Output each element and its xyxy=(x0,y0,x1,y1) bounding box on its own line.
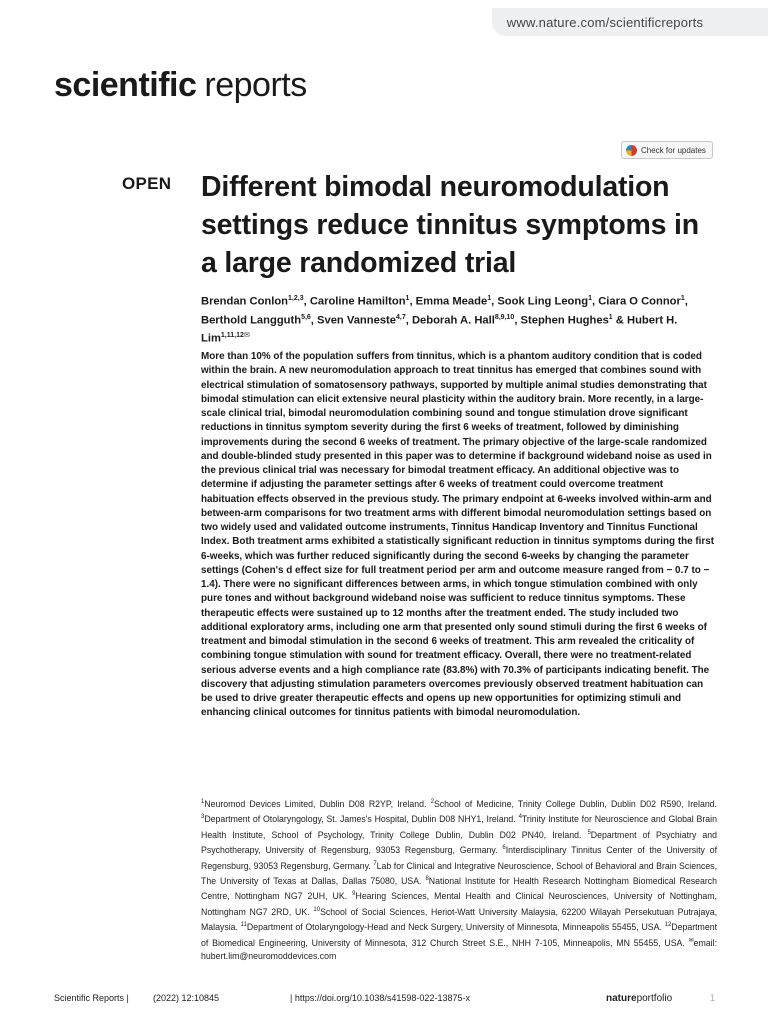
author-affiliation-ref: 4,7 xyxy=(396,313,406,321)
affiliation-number: 5 xyxy=(587,829,591,836)
affiliation-number: 10 xyxy=(313,906,321,913)
author-name[interactable]: Brendan Conlon xyxy=(201,295,289,308)
affiliation-number: 9 xyxy=(352,891,356,898)
author-affiliation-ref: 5,6 xyxy=(301,313,311,321)
brand-light: portfolio xyxy=(636,992,673,1004)
affiliation-number: 1 xyxy=(201,799,205,805)
author-name[interactable]: Sven Vanneste xyxy=(317,314,396,327)
affiliation-text: Department of Biomedical Engineering, University of Minnesota, 312 Church Street S.E., NHH 7-105, Minneapolis, MN 55455, USA. xyxy=(201,922,718,948)
affiliation-number: 3 xyxy=(201,814,205,821)
affiliation-number: 8 xyxy=(425,876,429,883)
affiliation-text: Neuromod Devices Limited, Dublin D08 R2YP, Ireland. xyxy=(204,798,431,809)
abstract: More than 10% of the population suffers from tinnitus, which is a phantom auditory condition that is coded within the brain. A new neuromodulation approach to treat tinnitus has emerged that combines sound with electrical stimulation of somatosensory pathways, supported by multiple animal studies demonstrating that bimodal stimulation can elicit extensive neural plasticity within the auditory brain. More recently, in a large-scale clinical trial, bimodal neuromodulation combining sound and tongue stimulation drove significant reductions in tinnitus symptom severity during the first 6 weeks of treatment, followed by diminishing improvements during the second 6 weeks of treatment. The primary objective of the large-scale randomized and double-blinded study presented in this paper was to determine if background wideband noise as used in the previous clinical trial was necessary for bimodal treatment efficacy. An additional objective was to determine if adjusting the parameter settings after 6 weeks of treatment could overcome treatment habituation effects observed in the previous study. The primary endpoint at 6-weeks involved within-arm and between-arm comparisons for two treatment arms with different bimodal neuromodulation settings based on two widely used and validated outcome instruments, Tinnitus Handicap Inventory and Tinnitus Functional Index. Both treatment arms exhibited a statistically significant reduction in tinnitus symptoms during the first 6-weeks, which was further reduced significantly during the second 6-weeks by changing the parameter settings (Cohen's d effect size for full treatment period per arm and outcome measure ranged from − 0.7 to − 1.4). There were no significant differences between arms, in which tongue stimulation combined with only pure tones and without background wideband noise was sufficient to reduce tinnitus symptoms. These therapeutic effects were sustained up to 12 months after the treatment ended. The study included two additional exploratory arms, including one arm that presented only sound stimuli during the first 6 weeks of treatment and bimodal stimulation in the second 6 weeks of treatment. This arm revealed the criticality of combining tongue stimulation with sound for treatment efficacy. Overall, there were no treatment-related serious adverse events and a high compliance rate (83.8%) with 70.3% of participants indicating benefit. The discovery that adjusting stimulation parameters overcomes previously observed treatment habituation can be used to drive greater therapeutic effects and opens up new opportunities for optimizing stimuli and enhancing clinical outcomes for tinnitus patients with bimodal neuromodulation. xyxy=(201,351,715,719)
affiliation-number: ✉ xyxy=(688,937,694,944)
affiliation-text: Department of Psychiatry and Psychotherapy, University of Regensburg, 93053 Regensburg, Germany. xyxy=(201,829,717,856)
author-affiliation-ref: 8,9,10 xyxy=(494,313,515,321)
journal-logo xyxy=(54,66,307,105)
author-name[interactable]: Emma Meade xyxy=(415,295,488,308)
crossmark-icon xyxy=(626,145,637,156)
author-name[interactable]: Sook Ling Leong xyxy=(497,295,589,308)
affiliation-text: School of Social Sciences, Heriot-Watt University Malaysia, 62200 Wilayah Persekutuan Putrajaya, Malaysia. xyxy=(201,906,718,933)
author-name[interactable]: Ciara O Connor xyxy=(598,295,681,308)
author-affiliation-ref: 1 xyxy=(608,313,613,321)
journal-url[interactable]: www.nature.com/scientificreports xyxy=(492,8,718,36)
author-affiliation-ref: 1,11,12 xyxy=(220,332,244,340)
author-name[interactable]: Caroline Hamilton xyxy=(309,295,406,308)
affiliation-text: Interdisciplinary Tinnitus Center of the University of Regensburg, 93053 Regensburg, Germany. xyxy=(201,845,718,871)
author-affiliation-ref: 1 xyxy=(405,295,410,302)
email-icon[interactable]: ✉ xyxy=(243,332,250,340)
affiliation-number: 4 xyxy=(518,814,522,821)
affiliation-text: Department of Otolaryngology, St. James's Hospital, Dublin D08 NHY1, Ireland. xyxy=(204,814,519,825)
affiliation-number: 2 xyxy=(430,799,434,805)
author-affiliation-ref: 1 xyxy=(487,295,492,302)
affiliation-text: Lab for Clinical and Integrative Neuroscience, School of Behavioral and Brain Sciences, The University of Texas at Dallas, Dallas 75080, USA. xyxy=(201,860,717,886)
affiliation-number: 11 xyxy=(240,922,247,929)
affiliation-text: National Institute for Health Research Nottingham Biomedical Research Centre, Nottingham NG7 2UH, UK. xyxy=(201,875,718,902)
affiliation-text: Hearing Sciences, Mental Health and Clinical Neurosciences, University of Nottingham, Nottingham NG7 2RD, UK. xyxy=(201,891,717,917)
page-number: 1 xyxy=(710,993,716,1003)
affiliations xyxy=(201,796,717,964)
affiliation-number: 12 xyxy=(664,922,672,929)
affiliation-text: Department of Otolaryngology-Head and Neck Surgery, University of Minnesota, Minneapolis 55455, USA. xyxy=(246,922,665,933)
nature-portfolio-logo xyxy=(606,993,672,1004)
brand-bold: nature xyxy=(606,992,637,1004)
page-footer xyxy=(54,991,714,1005)
affiliation-text: email: hubert.lim@neuromoddevices.com xyxy=(201,937,717,962)
author-affiliation-ref: 1 xyxy=(680,295,685,302)
footer-doi-link[interactable]: | https://doi.org/10.1038/s41598-022-13875-x xyxy=(290,993,470,1003)
author-affiliation-ref: 1 xyxy=(588,295,592,302)
footer-journal: Scientific Reports | xyxy=(54,993,129,1003)
affiliation-text: Trinity Institute for Neuroscience and Global Brain Health Institute, School of Psychology, Trinity College Dublin, Dublin D02 PN40, Ireland. xyxy=(201,814,717,840)
author-list: Brendan Conlon$^{1,2,3}$, Caroline Hamilton$^1$, Emma Meade$^1$, Sook Ling Leong$^1$, Ciara O Connor$^1$, Berthold Langguth$^{5,6}$, Sven Vanneste$^{4,7}$, Deborah A. Hall$^{8,9,10}$, Stephen Hughes$^1$ & Hubert H. Lim$^{1,11,12✉}$ xyxy=(201,295,688,346)
check-for-updates-button[interactable] xyxy=(621,141,713,159)
affiliation-number: 6 xyxy=(502,845,506,852)
journal-logo-light: reports xyxy=(204,66,307,104)
open-access-label: OPEN xyxy=(122,174,172,193)
author-name[interactable]: Deborah A. Hall xyxy=(411,314,495,327)
journal-logo-bold: scientific xyxy=(54,66,197,104)
author-name[interactable]: Stephen Hughes xyxy=(520,314,609,327)
article-title: Different bimodal neuromodulation settings reduce tinnitus symptoms in a large randomized trial xyxy=(201,171,699,279)
author-affiliation-ref: 1,2,3 xyxy=(288,295,304,302)
author-name[interactable]: Hubert H. Lim xyxy=(201,314,678,346)
footer-citation: (2022) 12:10845 xyxy=(153,993,220,1003)
affiliation-number: 7 xyxy=(373,860,377,867)
check-for-updates-label: Check for updates xyxy=(641,145,706,155)
author-name[interactable]: Berthold Langguth xyxy=(201,314,302,327)
affiliation-text: School of Medicine, Trinity College Dublin, Dublin D02 R590, Ireland. xyxy=(433,798,717,809)
